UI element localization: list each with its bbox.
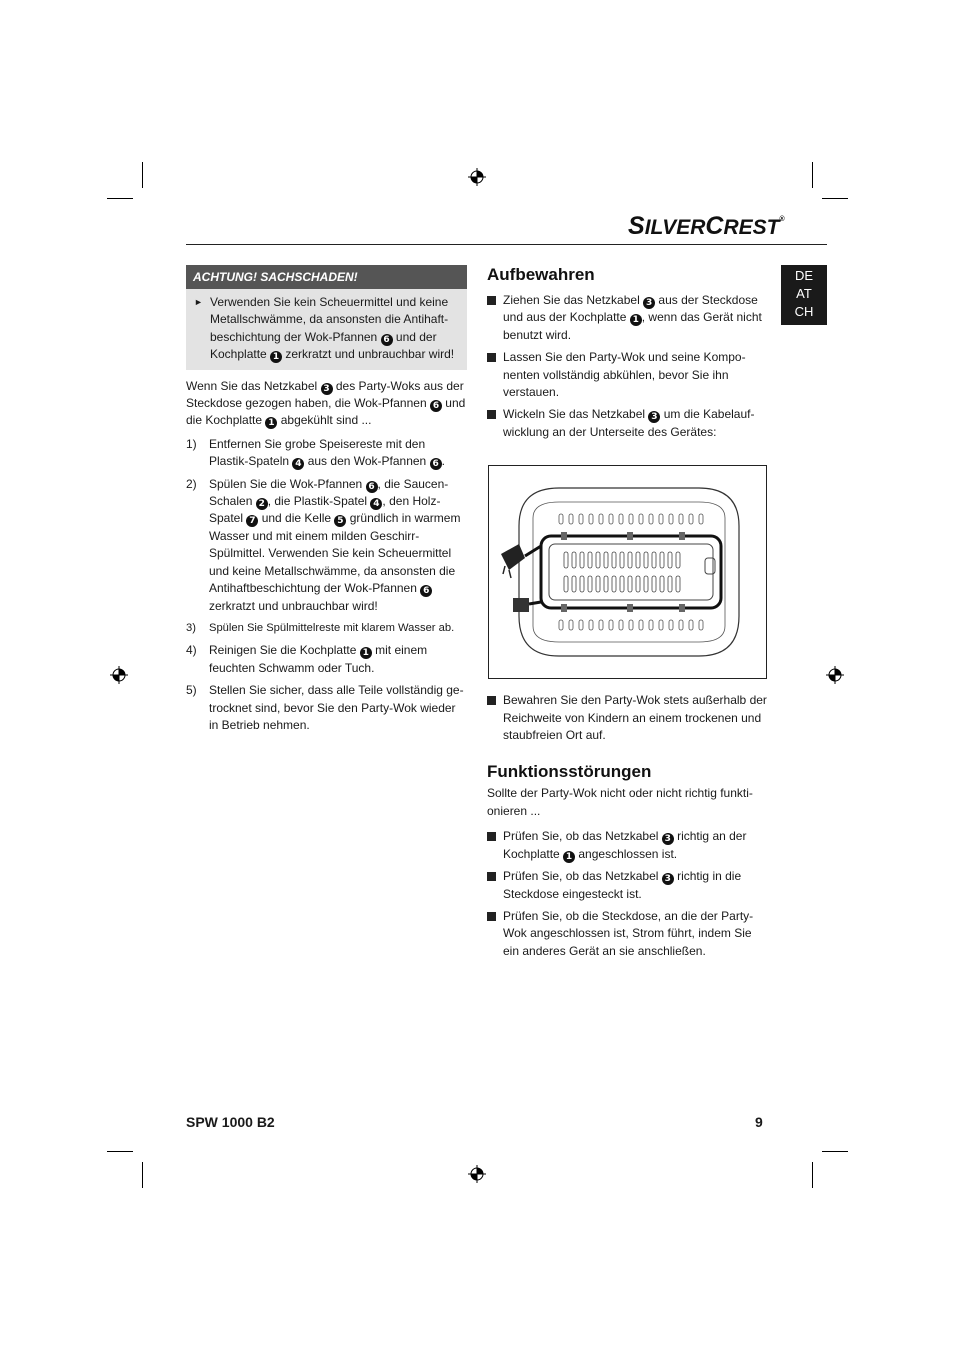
cleaning-step: 1) Entfernen Sie grobe Speisereste mit den Plastik-Spateln 4 aus den Wok-Pfannen 6 . xyxy=(186,436,445,470)
part-ref: 3 xyxy=(648,411,660,423)
cleaning-step: 2) Spülen Sie die Wok-Pfannen 6 , die SaucenSchalen 2 , die Plastik-Spatel 4 , den Holz-Spatel 7 und die Kelle 5 gründlich in warmem Wasser und mit einem milden Geschirr-Spülmittel. Verwenden Sie kein Scheuermittel und keine Metallschwämme, da ansonsten die Antihaftbeschichtung der Wok-Pfannen 6 zerkratzt und unbrauchbar wird! xyxy=(186,476,461,613)
square-bullet-icon xyxy=(487,296,496,305)
crop-mark xyxy=(812,162,813,188)
left-column xyxy=(186,265,467,739)
language-code: DE xyxy=(794,268,814,283)
cable-storage-illustration xyxy=(488,465,767,679)
malfunction-item: Prüfen Sie, ob das Netzkabel 3 richtig in die Steckdose eingesteckt ist. xyxy=(487,868,768,903)
language-code: AT xyxy=(796,286,812,301)
footer-model-number: SPW 1000 B2 xyxy=(186,1114,275,1130)
header-divider xyxy=(186,244,827,245)
section-title-malfunctions: Funktionsstörungen xyxy=(487,762,652,782)
crop-mark xyxy=(142,1162,143,1188)
part-ref: 6 xyxy=(366,481,378,493)
part-ref: 3 xyxy=(662,873,674,885)
part-ref: 4 xyxy=(292,458,304,470)
storage-item: Bewahren Sie den Party-Wok stets außerhalb der Reichweite von Kindern an einem trockenen und staubfreien Ort auf. xyxy=(487,692,768,744)
malfunction-item: Prüfen Sie, ob die Steckdose, an die der Party-Wok angeschlossen ist, Strom führt, indem Sie ein anderes Gerät an sie anschließen. xyxy=(487,908,768,960)
cleaning-step: 4) Reinigen Sie die Kochplatte 1 mit einem feuchten Schwamm oder Tuch. xyxy=(186,643,428,675)
part-ref: 4 xyxy=(370,498,382,510)
section-title-storage: Aufbewahren xyxy=(487,265,595,284)
cleaning-intro: Wenn Sie das Netzkabel 3 des Party-Woks aus der Steckdose gezogen haben, die Wok-Pfannen 6 und die Kochplatte 1 abgekühlt sind ... xyxy=(186,378,466,429)
warning-box xyxy=(186,265,467,370)
square-bullet-icon xyxy=(487,410,496,419)
language-code: CH xyxy=(794,304,814,319)
warning-title: ACHTUNG! SACHSCHADEN! xyxy=(186,265,467,289)
crop-mark xyxy=(107,1151,133,1152)
part-ref: 1 xyxy=(265,417,277,429)
arrow-right-icon: ► xyxy=(194,297,203,307)
part-ref: 6 xyxy=(430,400,442,412)
part-ref: 1 xyxy=(630,314,642,326)
storage-item: Ziehen Sie das Netzkabel 3 aus der Steckdose und aus der Kochplatte 1 , wenn das Gerät nicht benutzt wird. xyxy=(487,292,768,344)
square-bullet-icon xyxy=(487,872,496,881)
warning-item: ► Verwenden Sie kein Scheuermittel und keine Metallschwämme, da ansonsten die Antihaftbeschichtung der Wok-Pfannen 6 und der Kochplatte 1 zerkratzt und unbrauchbar wird! xyxy=(194,295,455,363)
registration-mark-icon xyxy=(468,168,486,186)
part-ref: 3 xyxy=(662,833,674,845)
square-bullet-icon xyxy=(487,696,496,705)
square-bullet-icon xyxy=(487,832,496,841)
registration-mark-icon xyxy=(468,1165,486,1183)
brand-logo: SILVERCREST® xyxy=(628,212,785,240)
square-bullet-icon xyxy=(487,912,496,921)
part-ref: 1 xyxy=(270,351,282,363)
crop-mark xyxy=(142,162,143,188)
registration-mark-icon xyxy=(110,666,128,684)
language-tab xyxy=(781,265,827,325)
part-ref: 1 xyxy=(360,647,372,659)
storage-item: Wickeln Sie das Netzkabel 3 um die Kabelaufwicklung an der Unterseite des Gerätes: xyxy=(487,406,768,441)
part-ref: 3 xyxy=(321,383,333,395)
malfunction-item: Prüfen Sie, ob das Netzkabel 3 richtig an der Kochplatte 1 angeschlossen ist. xyxy=(487,828,768,863)
part-ref: 7 xyxy=(246,515,258,527)
part-ref: 1 xyxy=(563,851,575,863)
malfunctions-intro: Sollte der Party-Wok nicht oder nicht richtig funktionieren ... xyxy=(487,786,753,818)
square-bullet-icon xyxy=(487,353,496,362)
crop-mark xyxy=(822,1151,848,1152)
cleaning-step: 3) Spülen Sie Spülmittelreste mit klarem Wasser ab. xyxy=(186,621,455,634)
crop-mark xyxy=(822,198,848,199)
right-column xyxy=(487,265,768,965)
registration-mark-icon xyxy=(826,666,844,684)
storage-item: Lassen Sie den Party-Wok und seine Komponenten vollständig abkühlen, bevor Sie ihn verstauen. xyxy=(487,349,768,401)
part-ref: 3 xyxy=(643,297,655,309)
page-number: 9 xyxy=(755,1114,763,1130)
device-underside-drawing xyxy=(489,466,766,678)
part-ref: 5 xyxy=(334,515,346,527)
crop-mark xyxy=(107,198,133,199)
crop-mark xyxy=(812,1162,813,1188)
cleaning-step: 5) Stellen Sie sicher, dass alle Teile vollständig getrocknet sind, bevor Sie den Party-Wok wieder in Betrieb nehmen. xyxy=(186,683,464,732)
part-ref: 6 xyxy=(381,334,393,346)
part-ref: 6 xyxy=(430,458,442,470)
part-ref: 2 xyxy=(256,498,268,510)
part-ref: 6 xyxy=(420,585,432,597)
